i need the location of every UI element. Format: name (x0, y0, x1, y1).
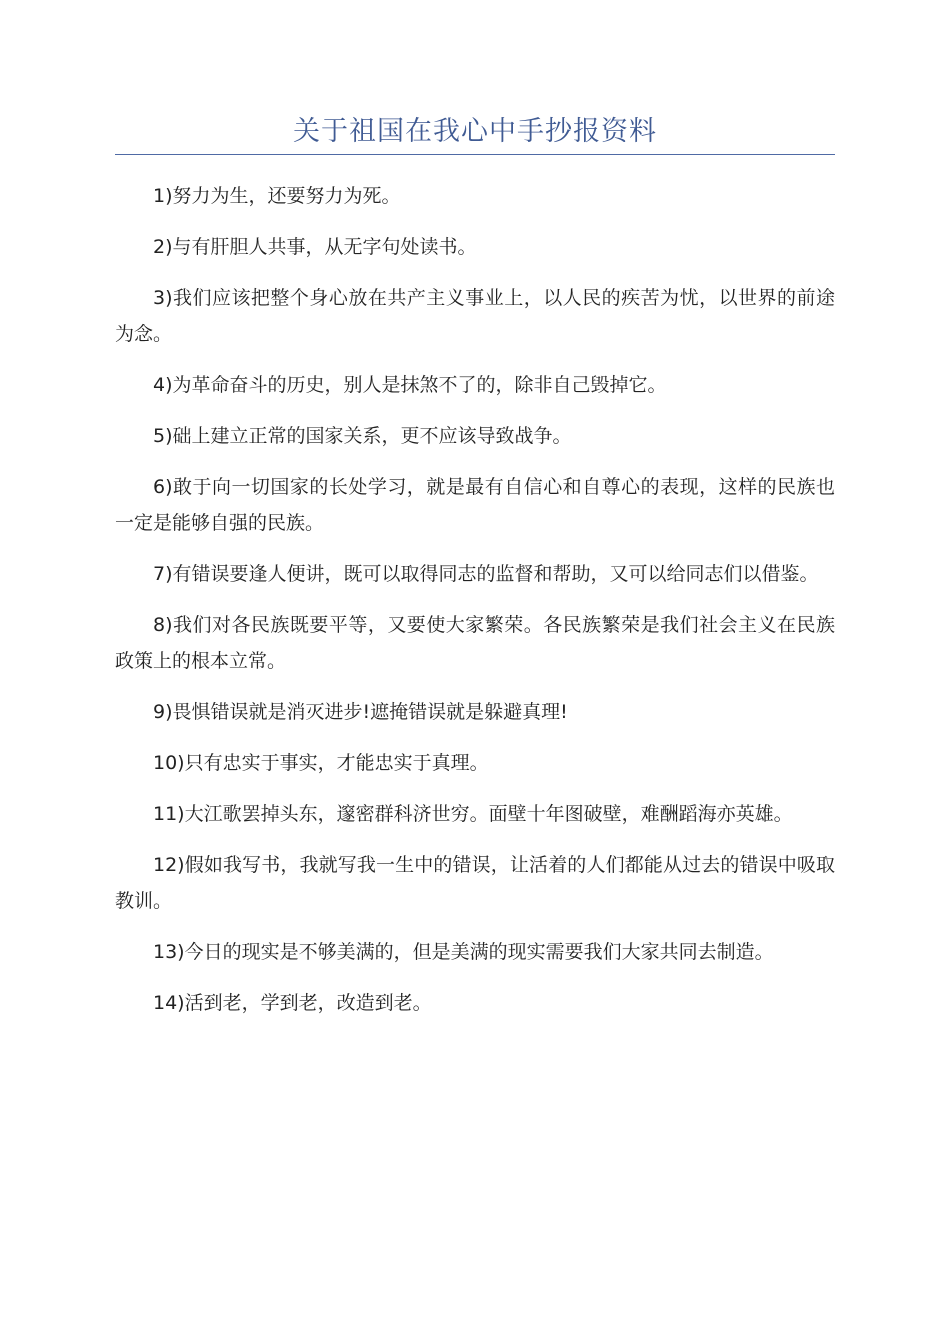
quote-paragraph: 4)为革命奋斗的历史，别人是抹煞不了的，除非自己毁掉它。 (153, 374, 667, 396)
quote-paragraph: 8)我们对各民族既要平等，又要使大家繁荣。各民族繁荣是我们社会主义在民族政策上的根本立常。 (115, 614, 835, 672)
title-underline (115, 154, 835, 155)
quote-paragraph: 9)畏惧错误就是消灭进步!遮掩错误就是躲避真理! (153, 701, 568, 723)
quote-paragraph: 14)活到老，学到老，改造到老。 (153, 992, 432, 1014)
quote-paragraph: 2)与有肝胆人共事，从无字句处读书。 (153, 236, 477, 258)
quote-paragraph: 6)敢于向一切国家的长处学习，就是最有自信心和自尊心的表现，这样的民族也一定是能够自强的民族。 (115, 476, 835, 534)
quote-paragraph: 1)努力为生，还要努力为死。 (153, 185, 401, 207)
quote-paragraph: 5)础上建立正常的国家关系，更不应该导致战争。 (153, 425, 572, 447)
quote-paragraph: 10)只有忠实于事实，才能忠实于真理。 (153, 752, 489, 774)
quote-paragraph: 13)今日的现实是不够美满的，但是美满的现实需要我们大家共同去制造。 (153, 941, 774, 963)
document-title: 关于祖国在我心中手抄报资料 (293, 116, 657, 147)
document-body (115, 178, 835, 1036)
quote-paragraph: 3)我们应该把整个身心放在共产主义事业上，以人民的疾苦为忧，以世界的前途为念。 (115, 287, 835, 345)
quote-paragraph: 7)有错误要逢人便讲，既可以取得同志的监督和帮助，又可以给同志们以借鉴。 (153, 563, 819, 585)
quote-paragraph: 12)假如我写书，我就写我一生中的错误，让活着的人们都能从过去的错误中吸取教训。 (115, 854, 835, 912)
quote-paragraph: 11)大江歌罢掉头东，邃密群科济世穷。面壁十年图破壁，难酬蹈海亦英雄。 (153, 803, 793, 825)
